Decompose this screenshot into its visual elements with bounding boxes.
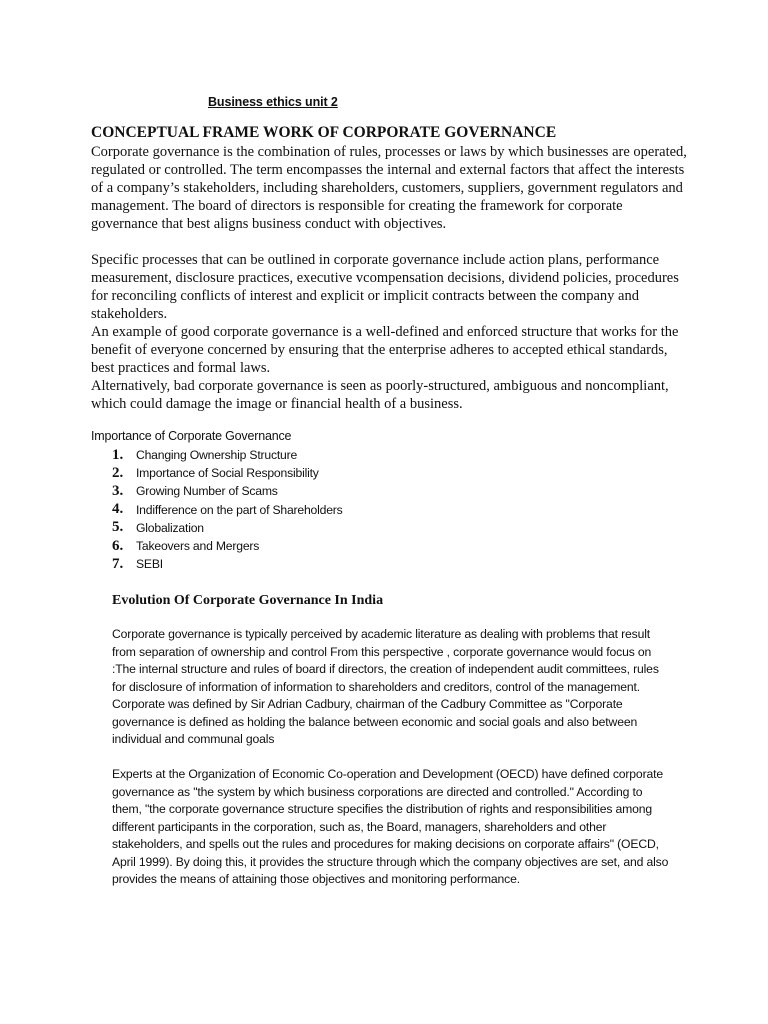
evolution-heading: Evolution Of Corporate Governance In India bbox=[112, 593, 384, 608]
list-item-text: Globalization bbox=[136, 520, 204, 535]
list-item-number: 4. bbox=[112, 501, 124, 518]
list-item-text: SEBI bbox=[136, 557, 163, 572]
list-item-text: Growing Number of Scams bbox=[136, 484, 278, 499]
list-item bbox=[112, 446, 343, 464]
section1-paragraph: Specific processes that can be outlined in corporate governance include action plans, performance measurement, disclosure practices, executive vcompensation decisions, dividend policies, procedures for reconciling conflicts of interest and explicit or implicit contracts between the company and stakeholders. bbox=[91, 252, 679, 322]
list-item-number: 5. bbox=[112, 519, 124, 536]
list-item-number: 3. bbox=[112, 482, 124, 499]
list-item bbox=[112, 501, 343, 519]
evolution-body bbox=[112, 626, 672, 889]
section1-paragraph: Corporate governance is the combination of rules, processes or laws by which businesses are operated, regulated or controlled. The term encompasses the internal and external factors that affect the interests of a company’s stakeholders, including shareholders, customers, suppliers, government regulators and management. The board of directors is responsible for creating the framework for corporate governance that best aligns business conduct with objectives. bbox=[91, 144, 687, 232]
document-title: Business ethics unit 2 bbox=[208, 95, 338, 109]
list-item-text: Importance of Social Responsibility bbox=[136, 466, 319, 481]
evolution-paragraph: Experts at the Organization of Economic Co-operation and Development (OECD) have defined corporate governance as "the system by which business corporations are directed and controlled." According to them, "the corporate governance structure specifies the distribution of rights and responsibilities among different participants in the corporation, such as, the Board, managers, shareholders and other stakeholders, and spells out the rules and procedures for making decisions on corporate affairs" (OECD, April 1999). By doing this, it provides the structure through which the company objectives are set, and also provides the means of attaining those objectives and monitoring performance. bbox=[112, 767, 669, 886]
section-heading-conceptual-framework: CONCEPTUAL FRAME WORK OF CORPORATE GOVERNANCE bbox=[91, 124, 557, 141]
evolution-paragraph: Corporate governance is typically perceived by academic literature as dealing with problems that result from separation of ownership and control From this perspective , corporate governance would focus on :The internal structure and rules of board if directors, the creation of independent audit committees, rules for disclosure of information of information to shareholders and creditors, control of the management. Corporate was defined by Sir Adrian Cadbury, chairman of the Cadbury Committee as "Corporate governance is defined as holding the balance between economic and social goals and also between individual and communal goals bbox=[112, 627, 659, 746]
list-item bbox=[112, 519, 343, 537]
list-item-text: Indifference on the part of Shareholders bbox=[136, 502, 343, 517]
list-item-number: 2. bbox=[112, 464, 124, 481]
list-item-number: 6. bbox=[112, 537, 124, 554]
list-item-number: 1. bbox=[112, 446, 124, 463]
section1-paragraph: Alternatively, bad corporate governance is seen as poorly-structured, ambiguous and noncompliant, which could damage the image or financial health of a business. bbox=[91, 378, 669, 412]
list-item-text: Takeovers and Mergers bbox=[136, 539, 260, 554]
list-item bbox=[112, 482, 343, 500]
list-item bbox=[112, 464, 343, 482]
section1-body bbox=[91, 143, 691, 413]
importance-list bbox=[112, 446, 343, 573]
list-item-number: 7. bbox=[112, 555, 124, 572]
importance-heading: Importance of Corporate Governance bbox=[91, 429, 292, 443]
section1-paragraph: An example of good corporate governance is a well-defined and enforced structure that works for the benefit of everyone concerned by ensuring that the enterprise adheres to accepted ethical standards, best practices and formal laws. bbox=[91, 324, 679, 376]
list-item-text: Changing Ownership Structure bbox=[136, 448, 298, 463]
list-item bbox=[112, 537, 343, 555]
list-item bbox=[112, 555, 343, 573]
